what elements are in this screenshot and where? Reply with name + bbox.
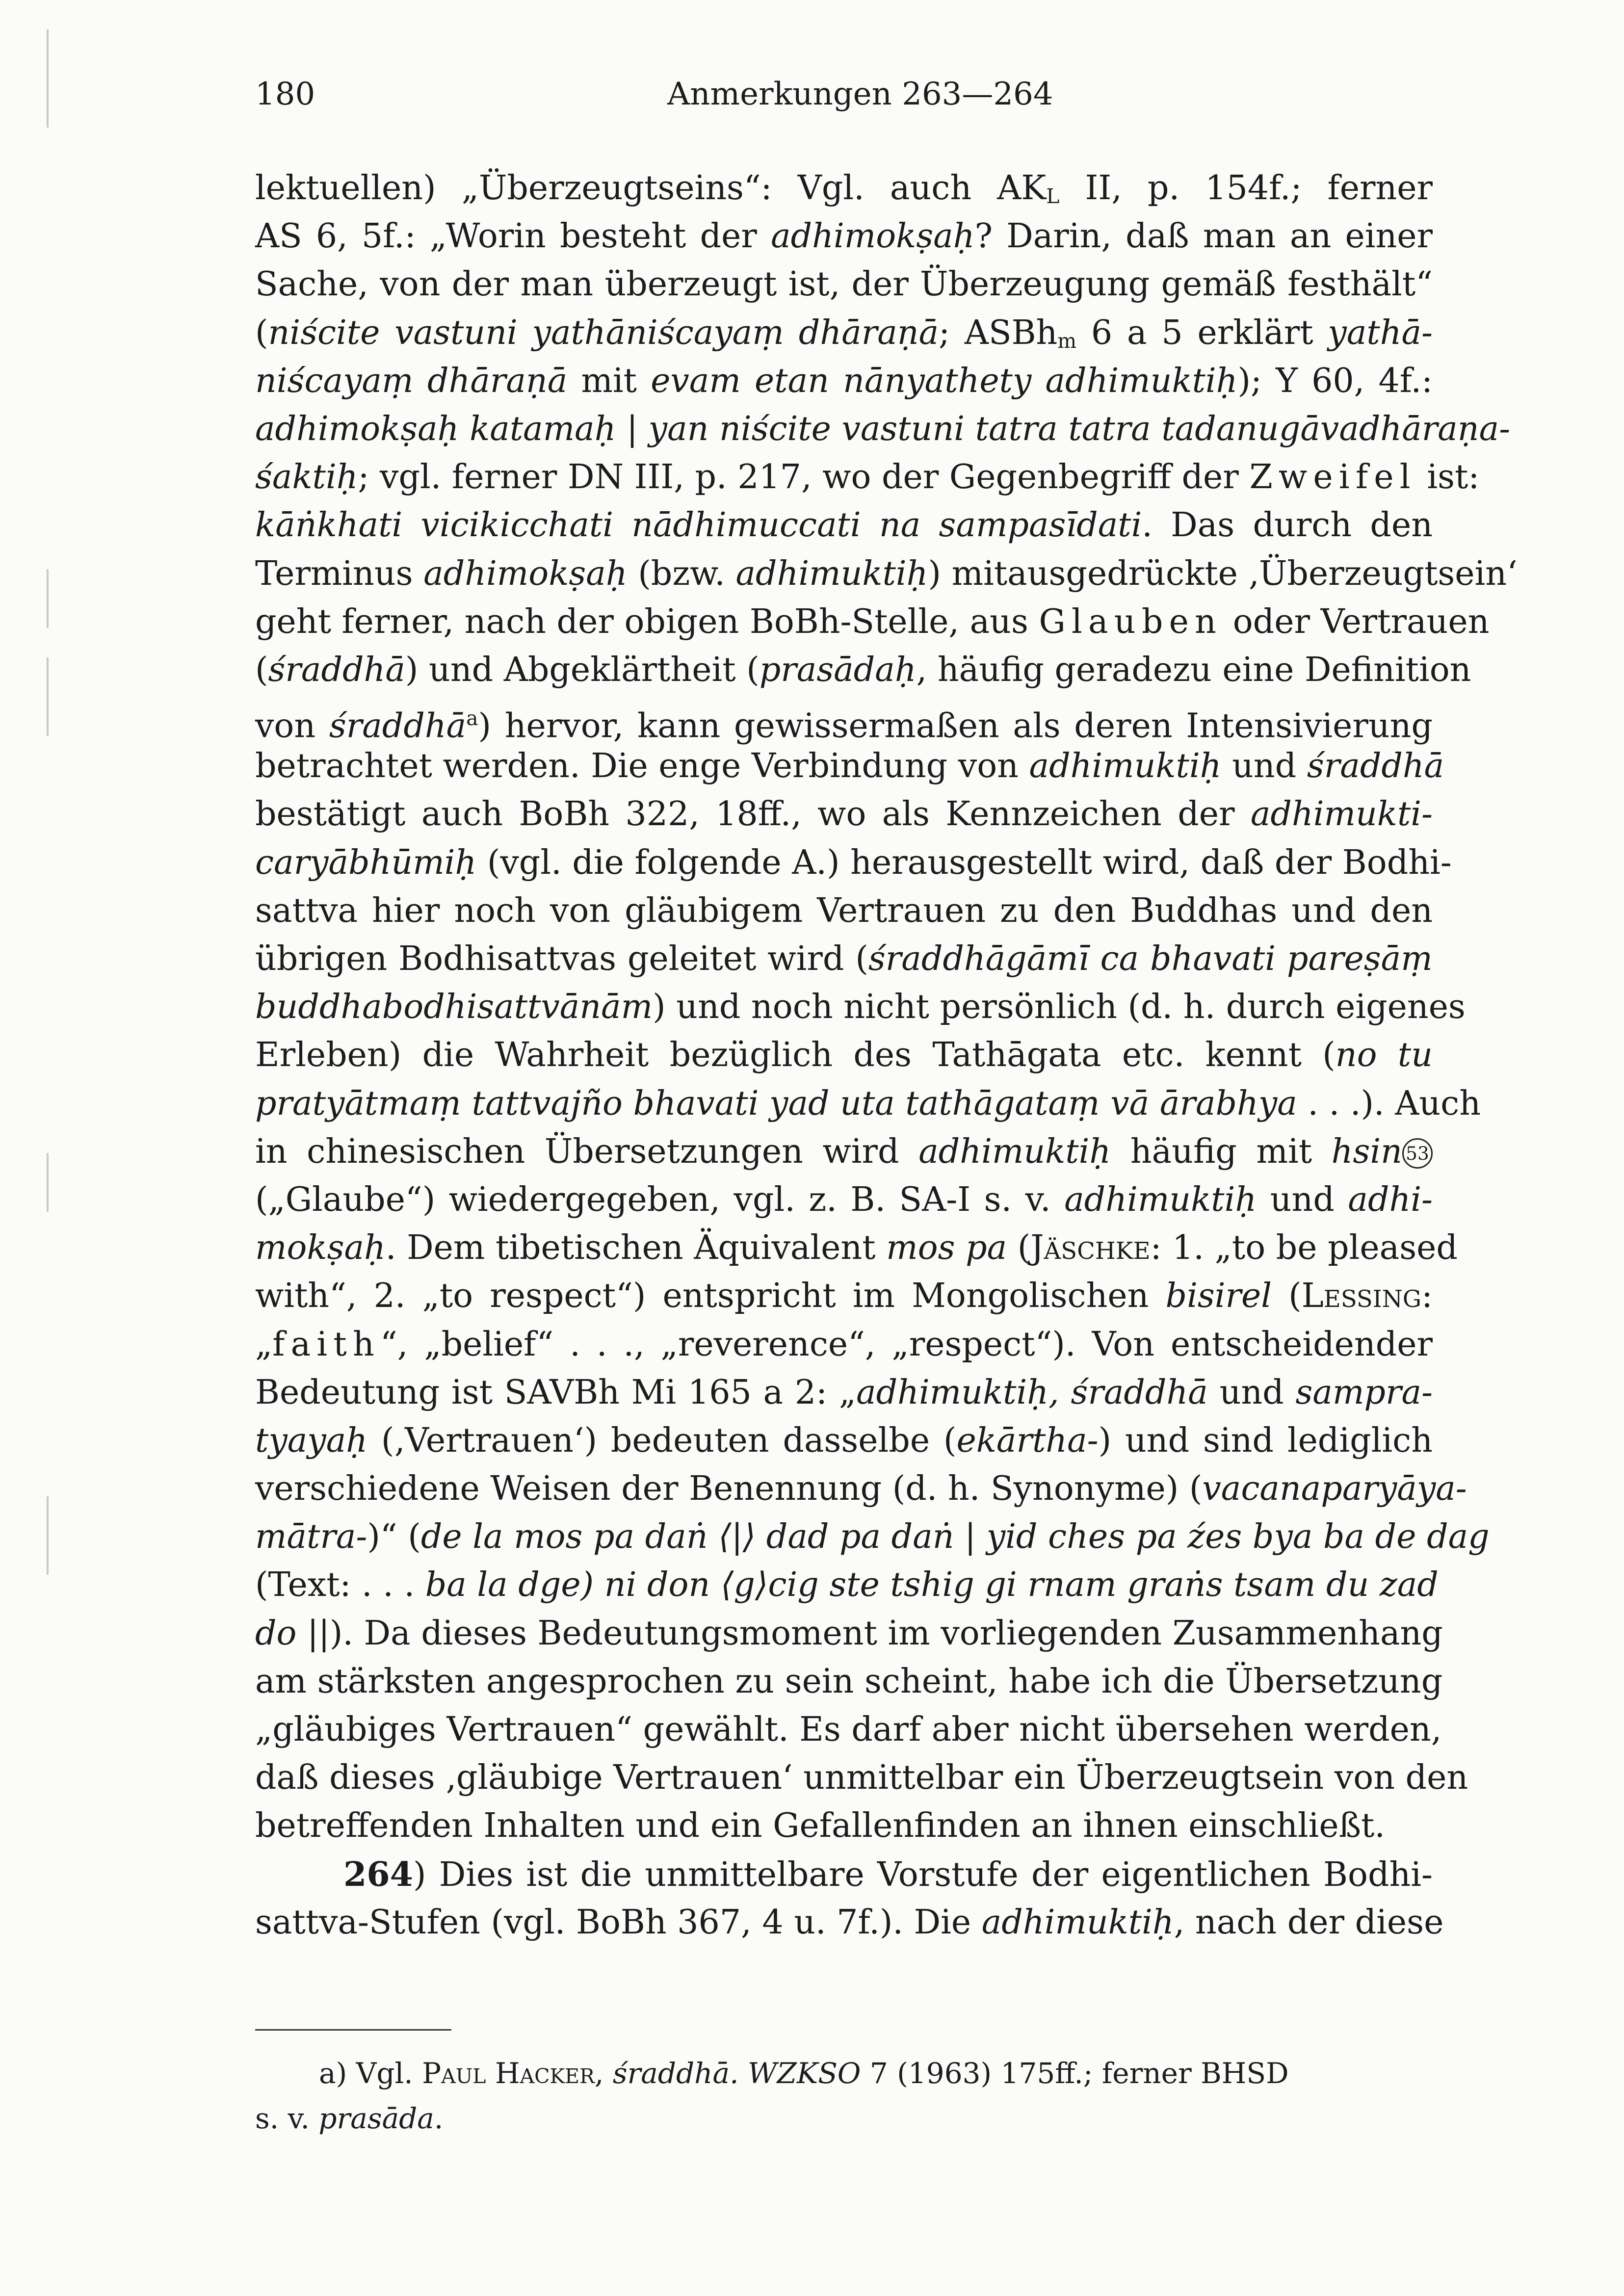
text-line: am stärksten angesprochen zu sein scheint, habe ich die Übersetzung — [255, 1662, 1443, 1701]
footnotes — [255, 2051, 1433, 2141]
text-line: daß dieses ‚gläubige Vertrauen‘ unmittelbar ein Überzeugtsein von den — [255, 1758, 1468, 1798]
footnote-a-cont: s. v. prasāda. — [255, 2102, 444, 2135]
text-line: (Text: . . . ba la dge) ni don ⟨g⟩cig ste tshig gi rnam graṅs tsam du zad — [255, 1565, 1439, 1605]
text-line: Sache, von der man überzeugt ist, der Überzeugung gemäß festhält“ — [255, 265, 1433, 304]
text-line: caryābhūmiḥ (vgl. die folgende A.) herausgestellt wird, daß der Bodhi- — [255, 843, 1452, 882]
text-line: bestätigt auch BoBh 322, 18ff., wo als Kennzeichen der adhimukti- — [255, 795, 1433, 834]
main-text — [255, 164, 1518, 1947]
text-line: lektuellen) „Überzeugtseins“: Vgl. auch $AK_L$ II, p. 154f.; ferner — [255, 169, 1433, 209]
footnote-ref[interactable]: a — [466, 706, 478, 731]
text-line: übrigen Bodhisattvas geleitet wird (śraddhāgāmī ca bhavati pareṣāṃ — [255, 939, 1433, 978]
text-line: betreffenden Inhalten und ein Gefallenfinden an ihnen einschließt. — [255, 1806, 1385, 1846]
text-line: mātra-)“ (de la mos pa daṅ ⟨|⟩ dad pa daṅ | yid ches pa źes bya ba de dag — [255, 1517, 1490, 1557]
text-line: „gläubiges Vertrauen“ gewählt. Es darf aber nicht übersehen werden, — [255, 1710, 1442, 1749]
note-number: 264 — [343, 1854, 413, 1894]
page-header — [255, 76, 1433, 120]
text-line: „faith“, „belief“ . . ., „reverence“, „respect“). Von entscheidender — [255, 1325, 1433, 1364]
text-line: (niścite vastuni yathāniścayaṃ dhāraṇā; ASBh$_m$ 6 a 5 erklärt yathā- — [255, 313, 1433, 353]
note-264-start: 264) Dies ist die unmittelbare Vorstufe der eigentlichen Bodhi- — [343, 1854, 1433, 1894]
text-line: AS 6, 5f.: „Worin besteht der adhimokṣaḥ? Darin, daß man an einer — [255, 217, 1433, 256]
text-line: Terminus adhimokṣaḥ (bzw. adhimuktiḥ) mitausgedrückte ‚Überzeugtsein‘ — [255, 554, 1518, 593]
text-line: sattva hier noch von gläubigem Vertrauen zu den Buddhas und den — [255, 891, 1433, 930]
text-line: adhimokṣaḥ katamaḥ | yan niścite vastuni tatra tatra tadanugāvadhāraṇa- — [255, 409, 1511, 448]
text-line: kāṅkhati vicikicchati nādhimuccati na sampasīdati. Das durch den — [255, 506, 1433, 545]
page-number: 180 — [255, 76, 315, 112]
footnote-separator — [255, 2029, 451, 2031]
footnote-a: a) Vgl. Paul Hacker, śraddhā. WZKSO 7 (1963) 175ff.; ferner BHSD — [319, 2057, 1289, 2090]
text-line: betrachtet werden. Die enge Verbindung von adhimuktiḥ und śraddhā — [255, 747, 1444, 786]
circled-number: 53 — [1402, 1138, 1433, 1169]
text-line: niścayaṃ dhāraṇā mit evam etan nānyathety adhimuktiḥ); Y 60, 4f.: — [255, 361, 1433, 400]
text-line: Erleben) die Wahrheit bezüglich des Tathāgata etc. kennt (no tu — [255, 1036, 1433, 1075]
text-line: verschiedene Weisen der Benennung (d. h. Synonyme) (vacanaparyāya- — [255, 1469, 1467, 1509]
text-line: do ||). Da dieses Bedeutungsmoment im vorliegenden Zusammenhang — [255, 1614, 1443, 1653]
text-line: buddhabodhisattvānām) und noch nicht persönlich (d. h. durch eigenes — [255, 988, 1466, 1027]
text-line: von śraddhā$^a$) hervor, kann gewissermaßen als deren Intensivierung — [255, 706, 1433, 746]
text-line: sattva-Stufen (vgl. BoBh 367, 4 u. 7f.). Die adhimuktiḥ, nach der diese — [255, 1903, 1444, 1942]
text-line: geht ferner, nach der obigen BoBh-Stelle, aus Glauben oder Vertrauen — [255, 602, 1490, 641]
text-line: („Glaube“) wiedergegeben, vgl. z. B. SA-I s. v. adhimuktiḥ und adhi- — [255, 1180, 1433, 1219]
text-line: śaktiḥ; vgl. ferner DN III, p. 217, wo der Gegenbegriff der Zweifel ist: — [255, 458, 1480, 497]
text-line: pratyātmaṃ tattvajño bhavati yad uta tathāgataṃ vā ārabhya . . .). Auch — [255, 1084, 1481, 1123]
text-line: with“, 2. „to respect“) entspricht im Mongolischen bisirel (Lessing: — [255, 1277, 1433, 1316]
text-line: tyayaḥ (‚Vertrauen‘) bedeuten dasselbe (ekārtha-) und sind lediglich — [255, 1421, 1433, 1460]
text-line: in chinesischen Übersetzungen wird adhimuktiḥ häufig mit hsin 53 — [255, 1128, 1433, 1176]
running-head: Anmerkungen 263—264 — [667, 76, 1053, 112]
text-line: (śraddhā) und Abgeklärtheit (prasādaḥ, häufig geradezu eine Definition — [255, 650, 1471, 689]
text-line: Bedeutung ist SAVBh Mi 165 a 2: „adhimuktiḥ, śraddhā und sampra- — [255, 1373, 1433, 1412]
text-line: mokṣaḥ. Dem tibetischen Äquivalent mos pa (Jäschke: 1. „to be pleased — [255, 1228, 1458, 1268]
